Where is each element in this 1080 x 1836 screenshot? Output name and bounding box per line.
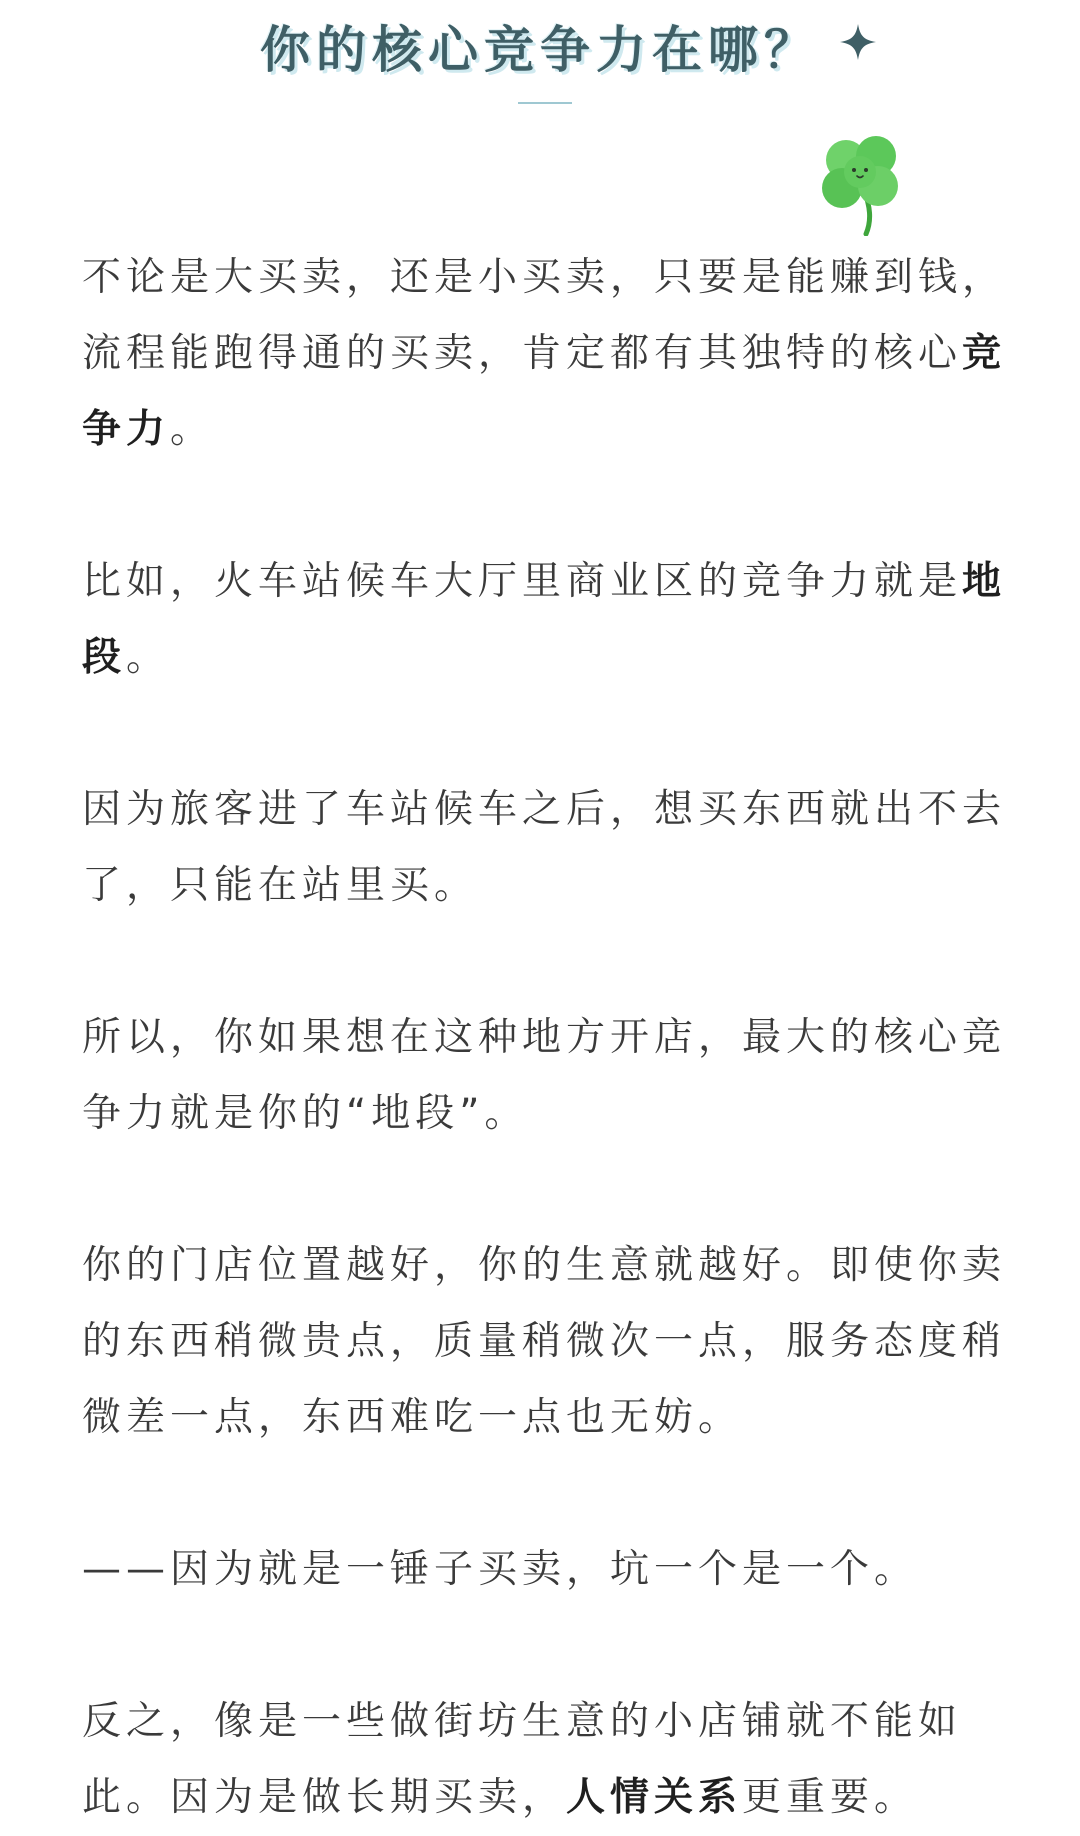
paragraph-1 — [82, 240, 1012, 468]
article-body — [82, 240, 1012, 1836]
paragraph-6: ——因为就是一锤子买卖，坑一个是一个。 — [82, 1547, 919, 1592]
title-divider — [518, 102, 572, 104]
paragraph-1-text: 不论是大买卖，还是小买卖，只要是能赚到钱，流程能跑得通的买卖，肯定都有其独特的核心 — [82, 255, 1007, 376]
bold-keyword-location: 地段 — [82, 559, 1007, 680]
paragraph-7-end: 更重要。 — [742, 1775, 919, 1820]
paragraph-4: 所以，你如果想在这种地方开店，最大的核心竞争力就是你的“地段”。 — [82, 1015, 1007, 1136]
heading-container — [0, 18, 1080, 82]
bold-keyword-competitiveness: 竞争力 — [82, 331, 1007, 452]
paragraph-2-text: 比如，火车站候车大厅里商业区的竞争力就是 — [82, 559, 963, 604]
paragraph-5: 你的门店位置越好，你的生意就越好。即使你卖的东西稍微贵点，质量稍微次一点，服务态度稍微差一点，东西难吃一点也无妨。 — [82, 1243, 1007, 1440]
page-title: 你的核心竞争力在哪？ — [260, 21, 820, 79]
paragraph-2-end: 。 — [126, 635, 171, 680]
paragraph-1-end: 。 — [170, 407, 215, 452]
four-leaf-clover-icon — [812, 132, 912, 236]
bold-keyword-relationships: 人情关系 — [566, 1775, 743, 1820]
paragraph-2 — [82, 544, 1012, 696]
paragraph-7-text: 反之，像是一些做街坊生意的小店铺就不能如此。因为是做长期买卖， — [82, 1699, 963, 1820]
sparkle-icon — [840, 24, 876, 60]
paragraph-3: 因为旅客进了车站候车之后，想买东西就出不去了，只能在站里买。 — [82, 787, 1007, 908]
paragraph-7 — [82, 1684, 1012, 1836]
